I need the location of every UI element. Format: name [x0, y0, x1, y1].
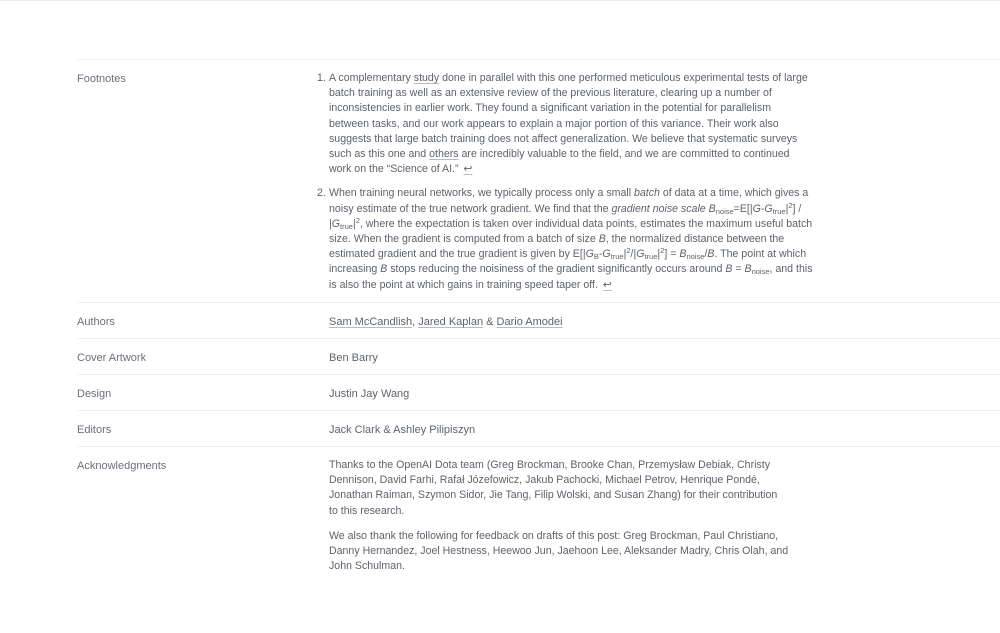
cover-artwork-section: [77, 338, 1000, 375]
b-var: B: [598, 233, 606, 246]
design-value: Justin Jay Wang: [329, 388, 410, 400]
acknowledgments-paragraph-1: Thanks to the OpenAI Dota team (Greg Brockman, Brooke Chan, Przemysław Debiak, Christy Dennison, David Farhi, Rafał Józefowicz, Jakub Pachocki, Michael Petrov, Henrique Pondé, Jonathan Raiman, Szymon Sidor, Jie Tang, Filip Wolski, and Susan Zhang) for their contribution to this research.: [329, 459, 778, 517]
formula-distance: $G_B-G_{true}|^2/|G_{true}|^2] = B_{noise}/B$.: [585, 246, 718, 262]
footnote-1-text-a: A complementary: [329, 72, 414, 84]
others-link[interactable]: others: [429, 148, 459, 161]
footnotes-section: [77, 59, 1000, 303]
footnote-1-backref-icon[interactable]: ↩: [463, 163, 473, 176]
editors-value: Jack Clark & Ashley Pilipiszyn: [329, 424, 476, 436]
author-link-sam-mccandlish[interactable]: Sam McCandlish: [329, 316, 413, 328]
top-rule: [0, 0, 1000, 1]
footnote-2-text-d: , the normalized distance between the estimated gradient and the true gradient is given by E[|: [329, 233, 785, 261]
author-link-dario-amodei[interactable]: Dario Amodei: [496, 316, 563, 328]
acknowledgments-content: [329, 458, 789, 583]
footnote-1-number: 1.: [317, 72, 326, 84]
authors-label: Authors: [77, 316, 115, 328]
authors-list: [329, 315, 814, 330]
footnote-2-backref-icon[interactable]: ↩: [602, 278, 612, 291]
footnotes-content: [317, 71, 814, 302]
cover-artwork-label: Cover Artwork: [77, 352, 147, 364]
author-separator: ,: [412, 316, 419, 328]
gradient-noise-scale-term: gradient noise scale: [611, 202, 706, 215]
study-link[interactable]: study: [413, 72, 440, 84]
authors-section: [77, 302, 1000, 339]
footnotes-list: [317, 71, 814, 293]
acknowledgments-section: [77, 446, 1000, 587]
acknowledgments-label: Acknowledgments: [77, 460, 167, 472]
footnote-1: [317, 71, 814, 177]
footnote-2-text-c: , where the expectation is taken over individual data points, estimates the maximum useful batch size. When the gradient is computed from a batch of size: [329, 217, 813, 246]
b-var-2: B: [380, 263, 388, 276]
footnote-1-text-b: done in parallel with this one performed meticulous experimental tests of large batch training as well as an extensive review of the previous literature, clearing up a number of inconsistencies in earlier work. They found a significant variation in the potential for parallelism between tasks, and our work appears to explain a major portion of this variance. Their work also suggests that large batch training does not affect generalization. We believe that systematic surveys such as this one and: [329, 72, 808, 161]
footnote-2-text-g: , and this is also the point at which gains in training speed taper off.: [329, 263, 813, 291]
acknowledgments-paragraph-2: We also thank the following for feedback on drafts of this post: Greg Brockman, Paul Christiano, Danny Hernandez, Joel Hestness, Heewoo Jun, Jaehoon Lee, Aleksander Madry, Chris Olah, and John Schulman.: [329, 529, 789, 573]
footnotes-label: Footnotes: [77, 73, 126, 85]
formula-bnoise: $B_{noise}=E[|G-G_{true}|^2] / |G_{true}|^2$: [329, 200, 802, 231]
footnote-2: [317, 186, 814, 292]
footnote-1-text-c: are incredibly valuable to the field, and we are committed to continued work on the “Science of AI.”: [329, 148, 790, 176]
design-section: [77, 374, 1000, 411]
footnote-2-number: 2.: [317, 187, 326, 200]
editors-label: Editors: [77, 424, 112, 436]
footnote-2-text-a: When training neural networks, we typically process only a small: [329, 187, 634, 200]
editors-section: [77, 410, 1000, 447]
author-separator-amp: &: [483, 316, 497, 328]
batch-term: batch: [634, 187, 660, 200]
footnote-2-text-b: of data at a time, which gives a noisy estimate of the true network gradient. We find that the: [329, 187, 809, 215]
cover-artwork-value: Ben Barry: [329, 352, 378, 364]
footnote-2-text-f: stops reducing the noisiness of the gradient significantly occurs around: [387, 263, 726, 276]
formula-equality: $B = B_{noise}$: [725, 263, 770, 277]
design-label: Design: [77, 388, 112, 400]
author-link-jared-kaplan[interactable]: Jared Kaplan: [418, 316, 484, 328]
footnote-2-text-e: The point at which increasing: [329, 248, 807, 276]
